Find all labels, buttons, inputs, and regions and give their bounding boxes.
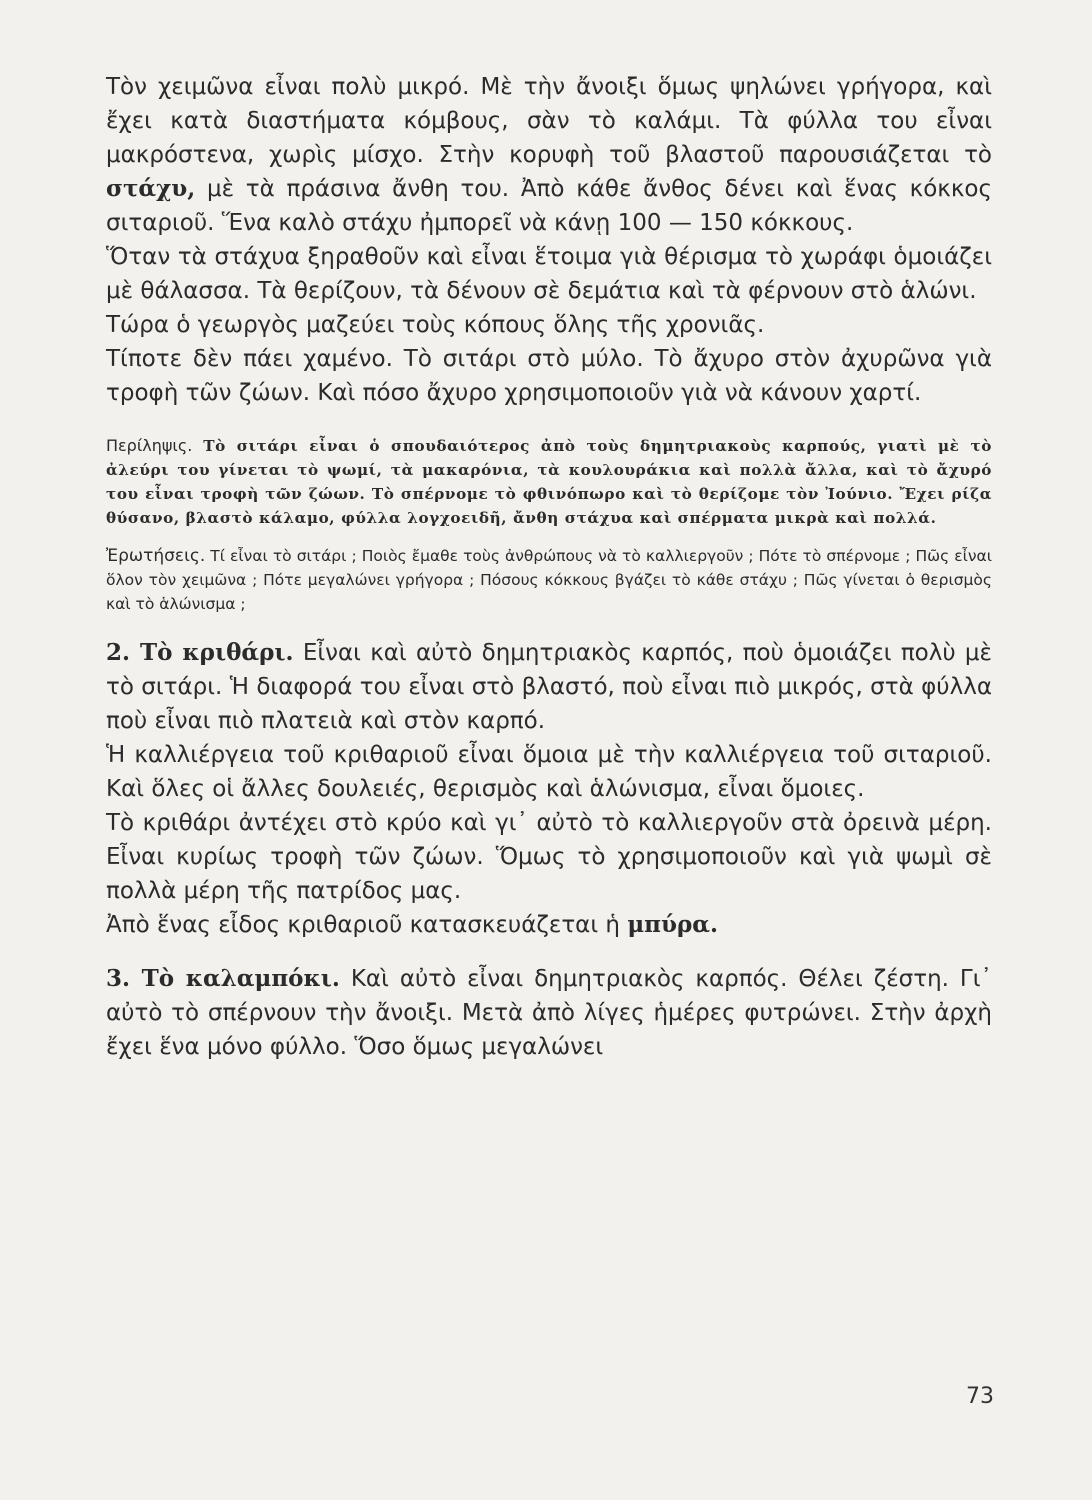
paragraph-text: Τὸν χειμῶνα εἶναι πολὺ μικρό. Μὲ τὴν ἄνοιξι ὅμως ψηλώνει γρήγορα, καὶ ἔχει κατὰ διαστήματα κόμβους, σὰν τὸ καλάμι. Τὰ φύλλα του εἶναι μακρόστενα, χωρὶς μίσχο. Στὴν κορυφὴ τοῦ βλαστοῦ παρουσιάζεται τὸ: [106, 74, 992, 168]
heading-barley: 2. Τὸ κριθάρι.: [106, 639, 294, 666]
paragraph-barley-intro: [106, 636, 992, 738]
page-number: 73: [966, 1384, 994, 1409]
paragraph-barley-cold: Τὸ κριθάρι ἀντέχει στὸ κρύο καὶ γι᾿ αὐτὸ τὸ καλλιεργοῦν στὰ ὀρεινὰ μέρη. Εἶναι κυρίως τροφὴ τῶν ζώων. Ὅμως τὸ χρησιμοποιοῦν καὶ γιὰ ψωμὶ σὲ πολλὰ μέρη τῆς πατρίδος μας.: [106, 810, 992, 904]
paragraph-nothing-lost: Τίποτε δὲν πάει χαμένο. Τὸ σιτάρι στὸ μύλο. Τὸ ἄχυρο στὸν ἀχυρῶνα γιὰ τροφὴ τῶν ζώων. Καὶ πόσο ἄχυρο χρησιμοποιοῦν γιὰ νὰ κάνουν χαρτί.: [106, 346, 992, 406]
summary-label: Περίληψις.: [106, 436, 193, 455]
paragraph-harvest: Ὅταν τὰ στάχυα ξηραθοῦν καὶ εἶναι ἕτοιμα γιὰ θέρισμα τὸ χωράφι ὁμοιάζει μὲ θάλασσα. Τὰ θερίζουν, τὰ δένουν σὲ δεμάτια καὶ τὰ φέρνουν στὸ ἁλώνι.: [106, 244, 992, 304]
summary-block: [106, 434, 992, 530]
section-corn: [106, 962, 992, 1064]
questions-label: Ἐρωτήσεις.: [106, 546, 206, 566]
paragraph-corn-intro: [106, 962, 992, 1064]
summary-text: Τὸ σιτάρι εἶναι ὁ σπουδαιότερος ἀπὸ τοὺς δημητριακοὺς καρπούς, γιατὶ μὲ τὸ ἀλεύρι του γίνεται τὸ ψωμί, τὰ μακαρόνια, τὰ κουλουράκια καὶ πολλὰ ἄλλα, καὶ τὸ ἄχυρό του εἶναι τροφὴ τῶν ζώων. Τὸ σπέρνομε τὸ φθινόπωρο καὶ τὸ θερίζομε τὸν Ἰούνιο. Ἔχει ρίζα θύσανο, βλαστὸ κάλαμο, φύλλα λογχοειδῆ, ἄνθη στάχυα καὶ σπέρματα μικρὰ καὶ πολλά.: [106, 437, 992, 527]
section-barley: [106, 636, 992, 942]
barley-intro-text: Εἶναι καὶ αὐτὸ δημητριακὸς καρπός, ποὺ ὁμοιάζει πολὺ μὲ τὸ σιτάρι. Ἡ διαφορά του εἶναι στὸ βλαστό, ποὺ εἶναι πιὸ μικρός, στὰ φύλλα ποὺ εἶναι πιὸ πλατειὰ καὶ στὸν καρπό.: [106, 640, 992, 734]
paragraph-farmer: Τώρα ὁ γεωργὸς μαζεύει τοὺς κόπους ὅλης τῆς χρονιᾶς.: [106, 312, 765, 338]
questions-block: [106, 544, 992, 616]
term-stachy: στάχυ,: [106, 175, 196, 202]
paragraph-wheat-growth: [106, 70, 992, 240]
page-body: [106, 70, 992, 1064]
corn-intro-text: Καὶ αὐτὸ εἶναι δημητριακὸς καρπός. Θέλει ζέστη. Γι᾿ αὐτὸ τὸ σπέρνουν τὴν ἄνοιξι. Μετὰ ἀπὸ λίγες ἡμέρες φυτρώνει. Στὴν ἀρχὴ ἔχει ἕνα μόνο φύλλο. Ὅσο ὅμως μεγαλώνει: [106, 966, 993, 1060]
term-beer: μπύρα.: [627, 911, 718, 938]
heading-corn: 3. Τὸ καλαμπόκι.: [106, 965, 340, 992]
barley-beer-text: Ἀπὸ ἕνας εἶδος κριθαριοῦ κατασκευάζεται ἡ: [106, 912, 628, 938]
questions-text: Τί εἶναι τὸ σιτάρι ; Ποιὸς ἔμαθε τοὺς ἀνθρώπους νὰ τὸ καλλιεργοῦν ; Πότε τὸ σπέρνομε ; Πῶς εἶναι ὅλον τὸν χειμῶνα ; Πότε μεγαλώνει γρήγορα ; Πόσους κόκκους βγάζει τὸ κάθε στάχυ ; Πῶς γίνεται ὁ θερισμὸς καὶ τὸ ἁλώνισμα ;: [106, 547, 992, 613]
paragraph-text-end: μὲ τὰ πράσινα ἄνθη του. Ἀπὸ κάθε ἄνθος δένει καὶ ἕνας κόκκος σιταριοῦ. Ἕνα καλὸ στάχυ ἠμπορεῖ νὰ κάνῃ 100 — 150 κόκκους.: [106, 176, 992, 236]
paragraph-barley-cultivation: Ἡ καλλιέργεια τοῦ κριθαριοῦ εἶναι ὅμοια μὲ τὴν καλλιέργεια τοῦ σιταριοῦ. Καὶ ὅλες οἱ ἄλλες δουλειές, θερισμὸς καὶ ἁλώνισμα, εἶναι ὅμοιες.: [106, 742, 992, 802]
paragraph-barley-beer: [106, 908, 992, 942]
